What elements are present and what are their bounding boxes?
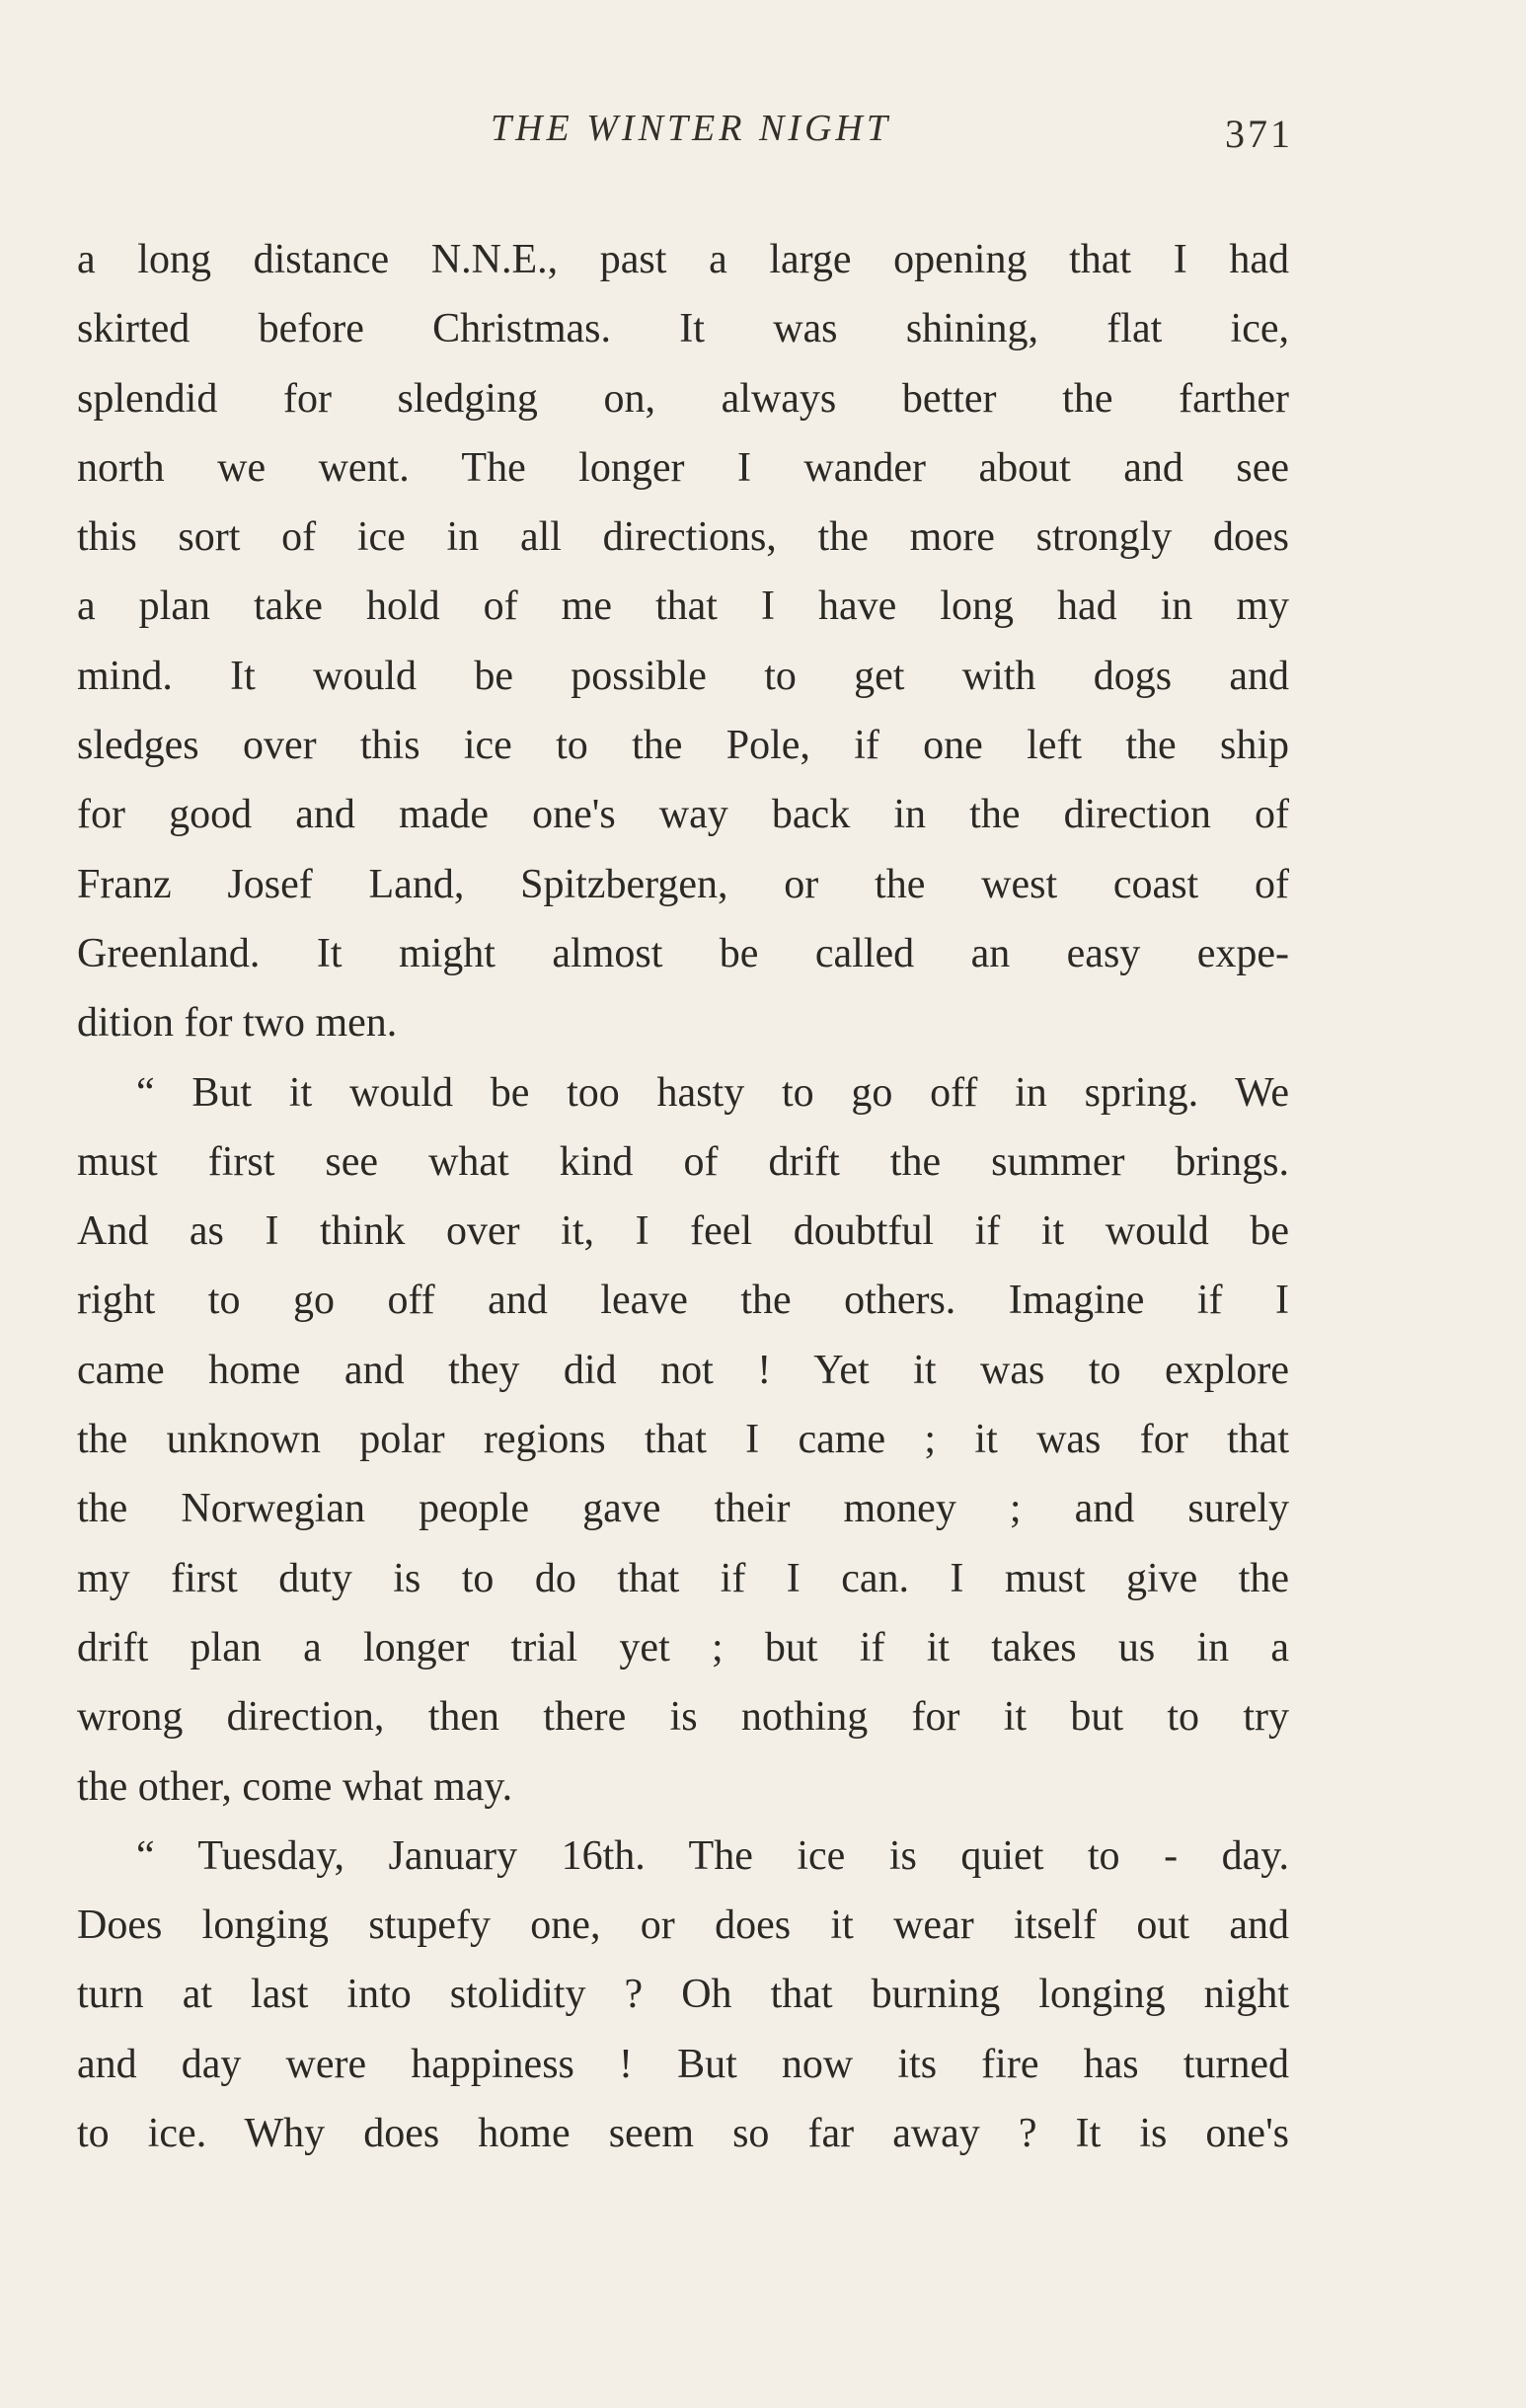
text-line: the other, come what may. bbox=[77, 1763, 513, 1810]
text-line: must first see what kind of drift the summer brings. bbox=[77, 1138, 1289, 1185]
running-head-title: THE WINTER NIGHT bbox=[490, 108, 892, 149]
text-line: wrong direction, then there is nothing for it but to try bbox=[77, 1694, 1289, 1741]
text-line: drift plan a longer trial yet ; but if it takes us in a bbox=[77, 1624, 1289, 1670]
page-number: 371 bbox=[1225, 112, 1293, 156]
text-line: sledges over this ice to the Pole, if one left the ship bbox=[77, 723, 1289, 769]
text-line: this sort of ice in all directions, the more strongly does bbox=[77, 514, 1289, 561]
text-line: Does longing stupefy one, or does it wear itself out and bbox=[77, 1903, 1289, 1949]
text-line: my first duty is to do that if I can. I must give the bbox=[77, 1555, 1289, 1601]
text-line: a long distance N.N.E., past a large opening that I had bbox=[77, 237, 1289, 282]
text-line: for good and made one's way back in the direction of bbox=[77, 792, 1289, 838]
text-line: splendid for sledging on, always better the farther bbox=[77, 375, 1289, 422]
text-line: dition for two men. bbox=[77, 1000, 398, 1047]
text-line: the unknown polar regions that I came ; it was for that bbox=[77, 1417, 1289, 1463]
text-line: to ice. Why does home seem so far away ? It is one's bbox=[77, 2111, 1289, 2157]
text-line: turn at last into stolidity ? Oh that burning longing night bbox=[77, 1972, 1289, 2018]
text-line: skirted before Christmas. It was shining, flat ice, bbox=[77, 306, 1289, 352]
text-line: “ Tuesday, January 16th. The ice is quiet to - day. bbox=[136, 1832, 1289, 1879]
text-line: came home and they did not ! Yet it was to explore bbox=[77, 1347, 1289, 1393]
text-line: Franz Josef Land, Spitzbergen, or the west coast of bbox=[77, 861, 1289, 907]
text-line: and day were happiness ! But now its fire has turned bbox=[77, 2041, 1289, 2087]
text-line: And as I think over it, I feel doubtful if it would be bbox=[77, 1208, 1289, 1255]
body-text bbox=[77, 225, 1289, 2168]
text-line: a plan take hold of me that I have long had in my bbox=[77, 583, 1289, 630]
text-line: Greenland. It might almost be called an easy expe- bbox=[77, 930, 1289, 976]
text-line: north we went. The longer I wander about and see bbox=[77, 444, 1289, 491]
text-line: mind. It would be possible to get with dogs and bbox=[77, 653, 1289, 699]
text-line: right to go off and leave the others. Imagine if I bbox=[77, 1278, 1289, 1324]
text-line: the Norwegian people gave their money ; and surely bbox=[77, 1486, 1289, 1532]
text-line: “ But it would be too hasty to go off in spring. We bbox=[136, 1069, 1289, 1116]
